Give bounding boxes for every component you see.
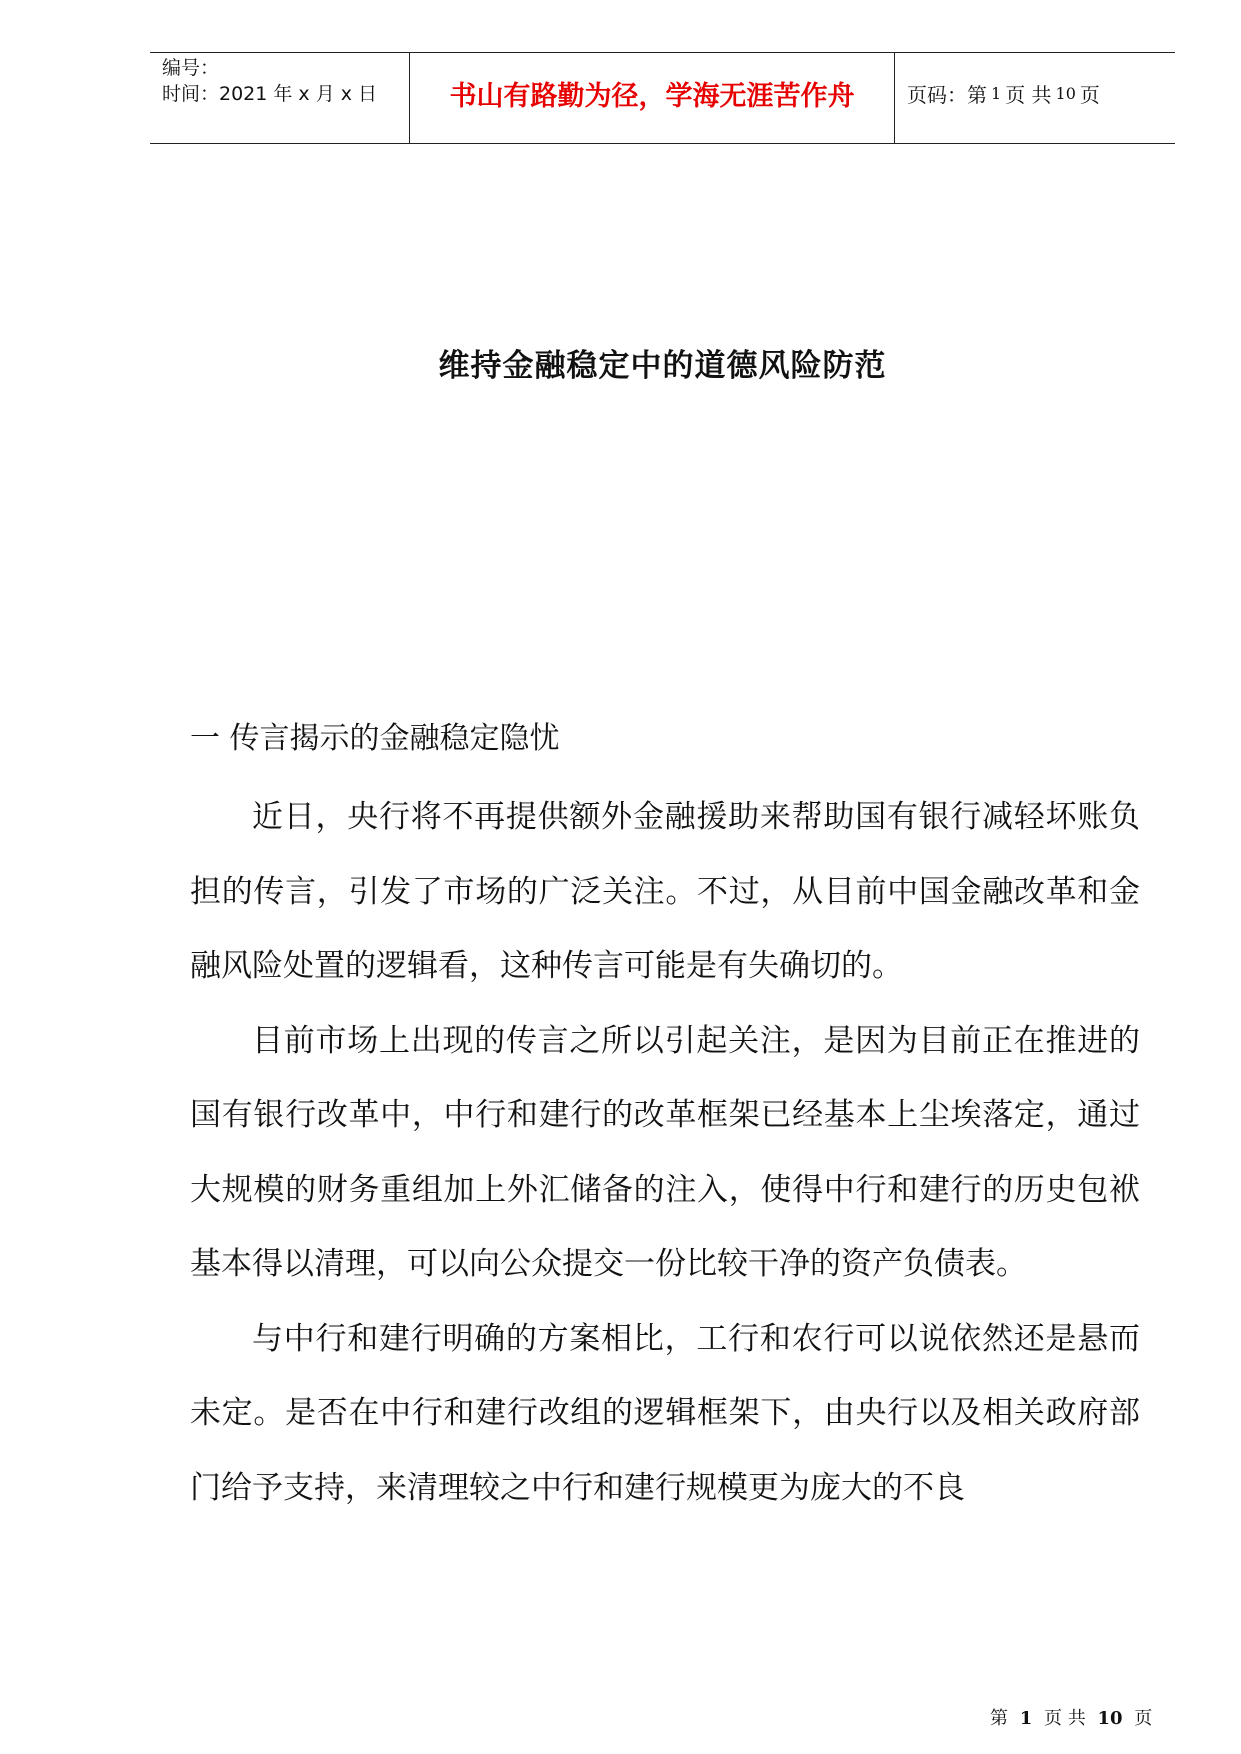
header-motto: 书山有路勤为径，学海无涯苦作舟 [410,53,895,143]
footer-total-pages: 10 [1097,1708,1123,1729]
page-label-suffix: 页 [1079,82,1100,107]
footer-suffix: 页 [1134,1708,1153,1729]
section-heading: 一 传言揭示的金融稳定隐忧 [190,721,560,756]
document-body [190,780,1140,1525]
footer-prefix: 第 [990,1708,1008,1729]
header-page-indicator [895,53,1175,143]
footer-current-page: 1 [1019,1708,1033,1729]
footer-mid: 页 共 [1044,1708,1086,1729]
page-current: 1 [991,83,1002,103]
paragraph: 与中行和建行明确的方案相比，工行和农行可以说依然还是悬而未定。是否在中行和建行改组的逻辑框架下，由央行以及相关政府部门给予支持，来清理较之中行和建行规模更为庞大的不良 [190,1320,1140,1506]
page-label-mid: 页 共 [1005,82,1052,107]
document-time-label: 时间：2021 年 x 月 x 日 [162,83,378,105]
page-header [150,52,1175,144]
page-label-prefix: 页码：第 [907,82,987,107]
paragraph: 目前市场上出现的传言之所以引起关注，是因为目前正在推进的国有银行改革中，中行和建行的改革框架已经基本上尘埃落定，通过大规模的财务重组加上外汇储备的注入，使得中行和建行的历史包袱基本得以清理，可以向公众提交一份比较干净的资产负债表。 [190,1022,1140,1282]
document-title: 维持金融稳定中的道德风险防范 [438,348,887,384]
page-total: 10 [1055,83,1076,103]
page-footer [990,1704,1152,1730]
document-number-label: 编号： [162,57,220,79]
paragraph: 近日，央行将不再提供额外金融援助来帮助国有银行减轻坏账负担的传言，引发了市场的广泛关注。不过，从目前中国金融改革和金融风险处置的逻辑看，这种传言可能是有失确切的。 [190,799,1140,984]
header-meta [150,53,410,143]
